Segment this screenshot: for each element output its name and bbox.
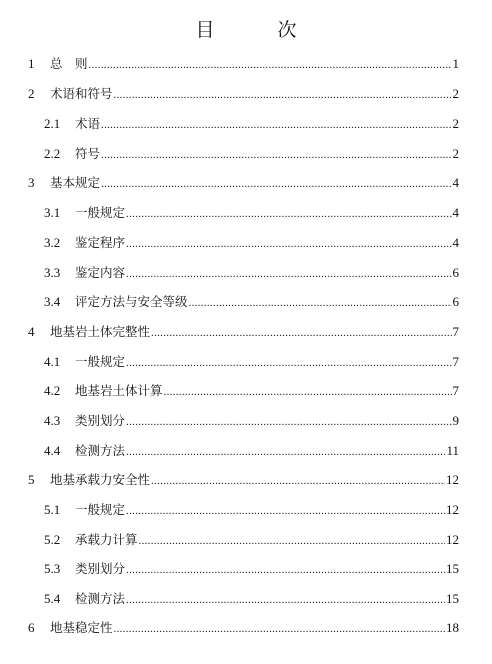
- toc-entry-number: 4.3: [44, 413, 61, 428]
- toc-page-number: 12: [446, 532, 459, 547]
- toc-entry-5-4[interactable]: [44, 589, 459, 609]
- toc-page-number: 4: [452, 235, 459, 250]
- toc-entry-number: 5.1: [44, 502, 61, 517]
- toc-page-number: 15: [446, 591, 459, 606]
- toc-entry-5-1[interactable]: [44, 500, 459, 520]
- toc-entry-5-2[interactable]: [44, 530, 459, 550]
- toc-entry-number: 4.1: [44, 354, 61, 369]
- toc-entry-5[interactable]: [28, 470, 459, 490]
- toc-entry-label: 类别划分: [75, 413, 126, 428]
- toc-page-number: 18: [446, 620, 459, 635]
- toc-entry-label: 地基岩土体计算: [75, 383, 163, 398]
- toc-entry-label: 地基承载力安全性: [50, 472, 151, 487]
- toc-entry-4-4[interactable]: [44, 441, 459, 461]
- toc-entry-label: 鉴定程序: [75, 235, 126, 250]
- toc-entry-2[interactable]: [28, 84, 459, 104]
- toc-entry-3-1[interactable]: [44, 203, 459, 223]
- toc-leader-dots: [126, 353, 451, 373]
- toc-entry-1[interactable]: [28, 54, 459, 74]
- toc-leader-dots: [101, 174, 451, 194]
- toc-entry-3-2[interactable]: [44, 233, 459, 253]
- toc-entry-label: 术语和符号: [50, 86, 113, 101]
- toc-leader-dots: [126, 560, 445, 580]
- toc-entry-label: 符号: [75, 146, 101, 161]
- toc-entry-number: 4: [28, 324, 35, 339]
- toc-leader-dots: [126, 412, 451, 432]
- toc-entry-number: 3.1: [44, 205, 61, 220]
- toc-leader-dots: [139, 531, 445, 551]
- toc-leader-dots: [126, 501, 445, 521]
- toc-entry-2-2[interactable]: [44, 144, 459, 164]
- toc-entry-3[interactable]: [28, 173, 459, 193]
- toc-entry-label: 评定方法与安全等级: [75, 294, 188, 309]
- toc-leader-dots: [126, 204, 451, 224]
- toc-page-number: 4: [452, 175, 459, 190]
- toc-page-number: 2: [452, 86, 459, 101]
- toc-entry-number: 5.4: [44, 591, 61, 606]
- toc-page-number: 15: [446, 561, 459, 576]
- toc-entry-label: 地基岩土体完整性: [50, 324, 151, 339]
- toc-entry-number: 3.2: [44, 235, 61, 250]
- toc-entry-label: 鉴定内容: [75, 265, 126, 280]
- toc-page-number: 12: [446, 502, 459, 517]
- toc-entry-number: 4.2: [44, 383, 61, 398]
- toc-page-number: 7: [452, 383, 459, 398]
- toc-entry-label: 一般规定: [75, 502, 126, 517]
- toc-entry-number: 3.3: [44, 265, 61, 280]
- toc-leader-dots: [114, 85, 452, 105]
- toc-entry-number: 1: [28, 56, 35, 71]
- toc-page-number: 7: [452, 324, 459, 339]
- toc-leader-dots: [126, 234, 451, 254]
- toc-entry-number: 2: [28, 86, 35, 101]
- toc-entry-6[interactable]: [28, 618, 459, 638]
- toc-entry-4[interactable]: [28, 322, 459, 342]
- toc-page-number: 1: [452, 56, 459, 71]
- toc-leader-dots: [164, 382, 452, 402]
- toc-entry-label: 一般规定: [75, 354, 126, 369]
- toc-page-number: 11: [446, 443, 459, 458]
- toc-entry-number: 5.3: [44, 561, 61, 576]
- toc-page-number: 6: [452, 265, 459, 280]
- toc-page-number: 6: [452, 294, 459, 309]
- toc-entry-4-2[interactable]: [44, 381, 459, 401]
- toc-entry-number: 4.4: [44, 443, 61, 458]
- toc-entry-label: 一般规定: [75, 205, 126, 220]
- toc-page-number: 12: [446, 472, 459, 487]
- toc-entry-3-3[interactable]: [44, 263, 459, 283]
- toc-leader-dots: [151, 471, 445, 491]
- toc-leader-dots: [89, 55, 452, 75]
- toc-leader-dots: [126, 264, 451, 284]
- toc-entry-label: 术语: [75, 116, 101, 131]
- toc-entry-4-1[interactable]: [44, 352, 459, 372]
- toc-entry-number: 5: [28, 472, 35, 487]
- toc-entry-label: 地基稳定性: [50, 620, 113, 635]
- page-title: 目 次: [195, 19, 319, 41]
- toc-leader-dots: [101, 115, 451, 135]
- toc-entry-label: 总 则: [50, 56, 88, 71]
- toc-entry-4-3[interactable]: [44, 411, 459, 431]
- toc-leader-dots: [114, 619, 445, 639]
- toc-leader-dots: [126, 442, 445, 462]
- toc-entry-3-4[interactable]: [44, 292, 459, 312]
- toc-page-number: 2: [452, 116, 459, 131]
- toc-entry-number: 6: [28, 620, 35, 635]
- toc-entry-number: 2.1: [44, 116, 61, 131]
- toc-leader-dots: [126, 590, 445, 610]
- toc-page-number: 9: [452, 413, 459, 428]
- toc-page-number: 7: [452, 354, 459, 369]
- toc-entry-number: 5.2: [44, 532, 61, 547]
- toc-entry-number: 3: [28, 175, 35, 190]
- toc-page-number: 4: [452, 205, 459, 220]
- toc-leader-dots: [151, 323, 451, 343]
- toc-entry-label: 类别划分: [75, 561, 126, 576]
- toc-page-number: 2: [452, 146, 459, 161]
- toc-entry-label: 检测方法: [75, 591, 126, 606]
- toc-entry-label: 检测方法: [75, 443, 126, 458]
- toc-entry-5-3[interactable]: [44, 559, 459, 579]
- toc-leader-dots: [189, 293, 452, 313]
- toc-leader-dots: [101, 145, 451, 165]
- toc-entry-label: 承载力计算: [75, 532, 138, 547]
- toc-entry-label: 基本规定: [50, 175, 101, 190]
- toc-entry-number: 2.2: [44, 146, 61, 161]
- toc-entry-2-1[interactable]: [44, 114, 459, 134]
- toc-entry-number: 3.4: [44, 294, 61, 309]
